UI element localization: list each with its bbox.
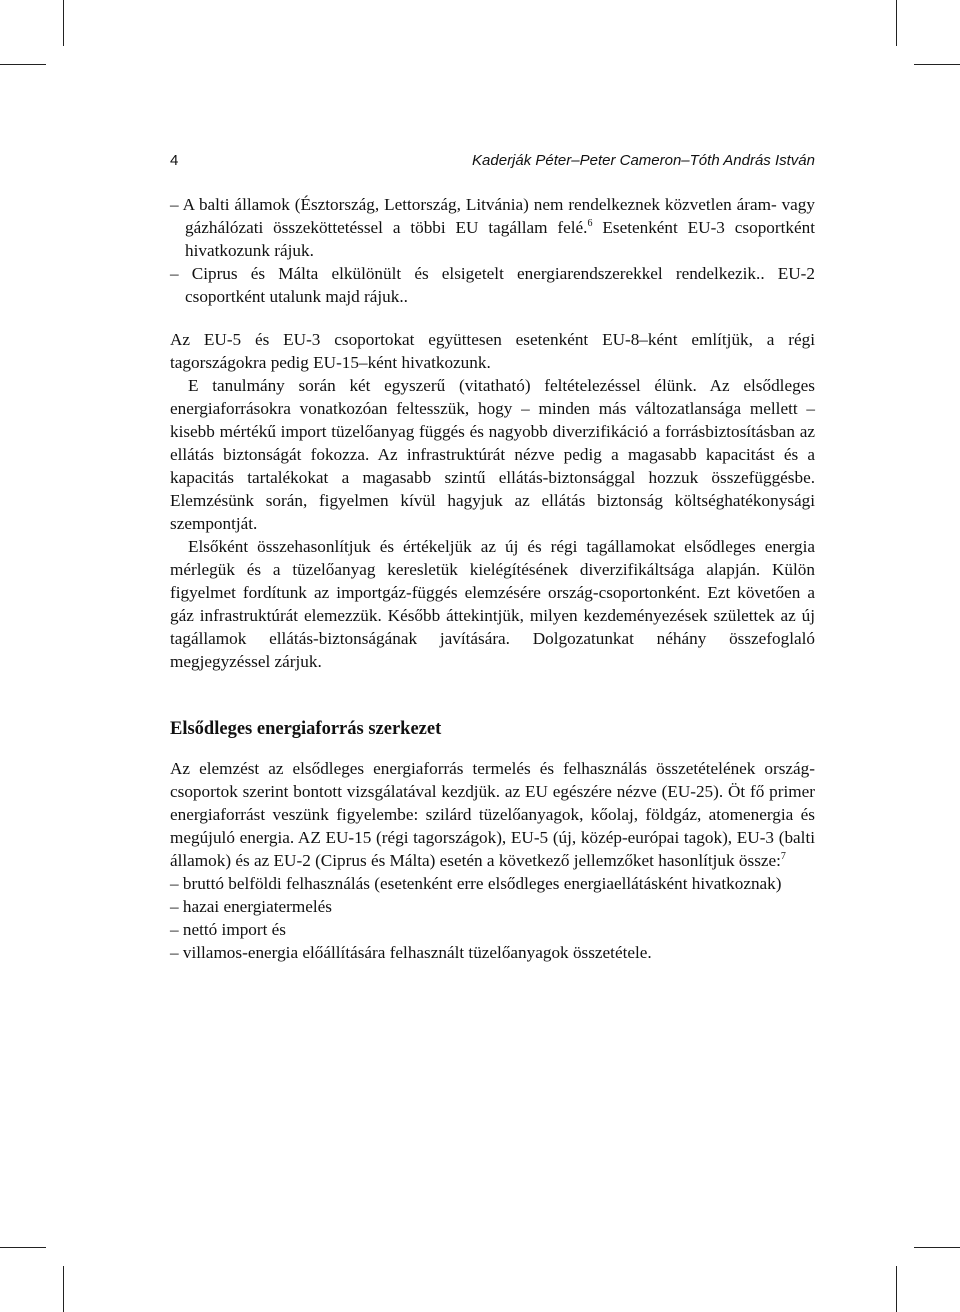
paragraph: Az EU-5 és EU-3 csoportokat együttesen esetenként EU-8–ként említjük, a régi tagországokra pedig EU-15–ként hivatkozunk.	[170, 330, 815, 372]
crop-mark-bottom-right	[896, 1266, 897, 1312]
section-list-item: – nettó import és	[170, 920, 286, 939]
crop-mark-top-left-h	[0, 64, 46, 65]
section-intro: Az elemzést az elsődleges energiaforrás termelés és felhasználás összetételének ország-csoportok szerint bontott vizsgálatával kezdjük. az EU egészére nézve (EU-25). Öt fő primer energiaforrást veszünk figyelembe: szilárd tüzelőanyagok, kőolaj, földgáz, atomenergia és megújuló energia. AZ EU-15 (régi tagországok), EU-5 (új, közép-európai tagok), EU-3 (balti államok) és az EU-2 (Ciprus és Málta) esetén a következő jellemzőket hasonlítjuk össze:$^7$	[170, 759, 815, 870]
intro-list-item: – Ciprus és Málta elkülönült és elsigetelt energiarendszerekkel rendelkezik.. EU-2 csoportként utalunk majd rájuk..	[170, 264, 815, 306]
paragraph: Elsőként összehasonlítjuk és értékeljük az új és régi tagállamokat elsődleges energia mérlegük és a tüzelőanyag keresletük kielégítésének diverzifikáltsága alapján. Külön figyelmet fordítunk az importgáz-függés elemzésére ország-csoportonként. Ezt követően a gáz infrastruktúrát elemezzük. Később áttekintjük, milyen kezdeményezések születtek az új tagállamok ellátás-biztonságának javítására. Dolgozatunkat néhány összefoglaló megjegyzéssel zárjuk.	[170, 537, 815, 671]
crop-mark-bottom-left-h	[0, 1247, 46, 1248]
crop-mark-top-left	[63, 0, 64, 46]
intro-list-item: – A balti államok (Észtország, Lettország, Litvánia) nem rendelkeznek közvetlen áram- vagy gázhálózati összeköttetéssel a többi EU tagállam felé.$^6$ Esetenként EU-3 csoportként hivatkozunk rájuk.	[170, 195, 815, 260]
section-list-item: – hazai energiatermelés	[170, 897, 332, 916]
body-text	[170, 193, 815, 964]
paragraph: E tanulmány során két egyszerű (vitatható) feltételezéssel élünk. Az elsődleges energiaforrásokra vonatkozóan feltesszük, hogy – minden más változatlansága mellett – kisebb mértékű import tüzelőanyag függés és nagyobb diverzifikáció a forrásbiztosításban az ellátás biztonságát fokozza. Az infrastruktúrát nézve pedig a magasabb kapacitást és a kapacitás tartalékokat a magasabb szintű ellátás-biztonsággal hozzuk összefüggésbe. Elemzésünk során, figyelmen kívül hagyjuk az ellátás biztonság költséghatékonysági szempontját.	[170, 376, 815, 533]
section-list-item: – bruttó belföldi felhasználás (esetenként erre elsődleges energiaellátásként hivatkoznak)	[170, 874, 782, 893]
footnote-ref[interactable]: 7	[780, 851, 786, 862]
crop-mark-bottom-left	[63, 1266, 64, 1312]
section-list-item: – villamos-energia előállítására felhasznált tüzelőanyagok összetétele.	[170, 943, 652, 962]
crop-mark-bottom-right-h	[914, 1247, 960, 1248]
running-title: Kaderják Péter–Peter Cameron–Tóth András István	[472, 152, 815, 169]
crop-mark-top-right	[896, 0, 897, 46]
section-heading: Elsődleges energiaforrás szerkezet	[170, 719, 442, 739]
page-number: 4	[170, 152, 179, 169]
footnote-ref[interactable]: 6	[587, 218, 593, 229]
crop-mark-top-right-h	[914, 64, 960, 65]
page-header	[170, 152, 815, 174]
